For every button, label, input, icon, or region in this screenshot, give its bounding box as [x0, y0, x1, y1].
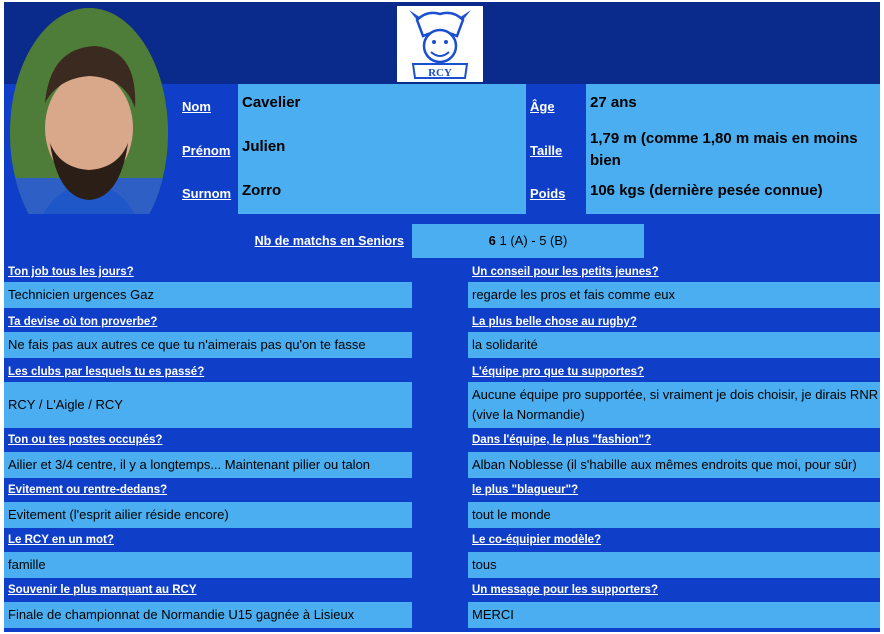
left-qa-question: Evitement ou rentre-dedans? [8, 484, 168, 496]
left-qa-answer: Ne fais pas aux autres ce que tu n'aimerais pas qu'on te fasse [4, 332, 412, 358]
poids-value: 106 kgs (dernière pesée connue) [586, 172, 880, 214]
matches-label: Nb de matchs en Seniors [254, 234, 404, 248]
age-label: Âge [530, 98, 555, 114]
left-qa-question: Souvenir le plus marquant au RCY [8, 584, 197, 596]
left-qa-question: Les clubs par lesquels tu es passé? [8, 366, 205, 378]
matches-total: 6 [488, 233, 496, 248]
left-qa-question: Ton ou tes postes occupés? [8, 434, 163, 446]
poids-label: Poids [530, 185, 566, 201]
taille-label: Taille [530, 142, 563, 158]
nom-label: Nom [182, 98, 211, 114]
left-qa-answer: Finale de championnat de Normandie U15 gagnée à Lisieux [4, 602, 412, 628]
club-logo [397, 6, 483, 82]
prenom-label: Prénom [182, 142, 231, 158]
right-qa-answer: Alban Noblesse (il s'habille aux mêmes endroits que moi, pour sûr) [468, 452, 880, 478]
prenom-value: Julien [238, 128, 526, 172]
right-qa-answer: tout le monde [468, 502, 880, 528]
surnom-label: Surnom [182, 185, 232, 201]
taille-value: 1,79 m (comme 1,80 m mais en moins bien [586, 128, 880, 172]
nom-value: Cavelier [238, 84, 526, 128]
matches-detail: 1 (A) - 5 (B) [495, 233, 568, 248]
left-qa-answer: Technicien urgences Gaz [4, 282, 412, 308]
age-value: 27 ans [586, 84, 880, 128]
right-qa-answer: MERCI [468, 602, 880, 628]
right-qa-question: L'équipe pro que tu supportes? [472, 366, 645, 378]
right-qa-question: La plus belle chose au rugby? [472, 316, 637, 328]
right-qa-answer: tous [468, 552, 880, 578]
left-qa-answer: famille [4, 552, 412, 578]
left-qa-answer: Evitement (l'esprit ailier réside encore) [4, 502, 412, 528]
right-qa-question: le plus "blagueur"? [472, 484, 579, 496]
left-qa-question: Ton job tous les jours? [8, 266, 134, 278]
viking-logo-icon [397, 6, 483, 82]
right-qa-answer: Aucune équipe pro supportée, si vraiment je dois choisir, je dirais RNR (vive la Normandie) [468, 382, 880, 428]
right-qa-question: Dans l'équipe, le plus "fashion"? [472, 434, 652, 446]
right-qa-question: Un conseil pour les petits jeunes? [472, 266, 659, 278]
surnom-value: Zorro [238, 172, 526, 214]
right-qa-question: Un message pour les supporters? [472, 584, 658, 596]
matches-value [412, 224, 644, 258]
left-qa-question: Le RCY en un mot? [8, 534, 114, 546]
left-qa-question: Ta devise où ton proverbe? [8, 316, 158, 328]
logo-text: RCY [428, 67, 452, 79]
left-qa-answer: Ailier et 3/4 centre, il y a longtemps... Maintenant pilier ou talon [4, 452, 412, 478]
right-qa-answer: la solidarité [468, 332, 880, 358]
right-qa-question: Le co-équipier modèle? [472, 534, 602, 546]
left-qa-answer: RCY / L'Aigle / RCY [4, 382, 412, 428]
right-qa-answer: regarde les pros et fais comme eux [468, 282, 880, 308]
